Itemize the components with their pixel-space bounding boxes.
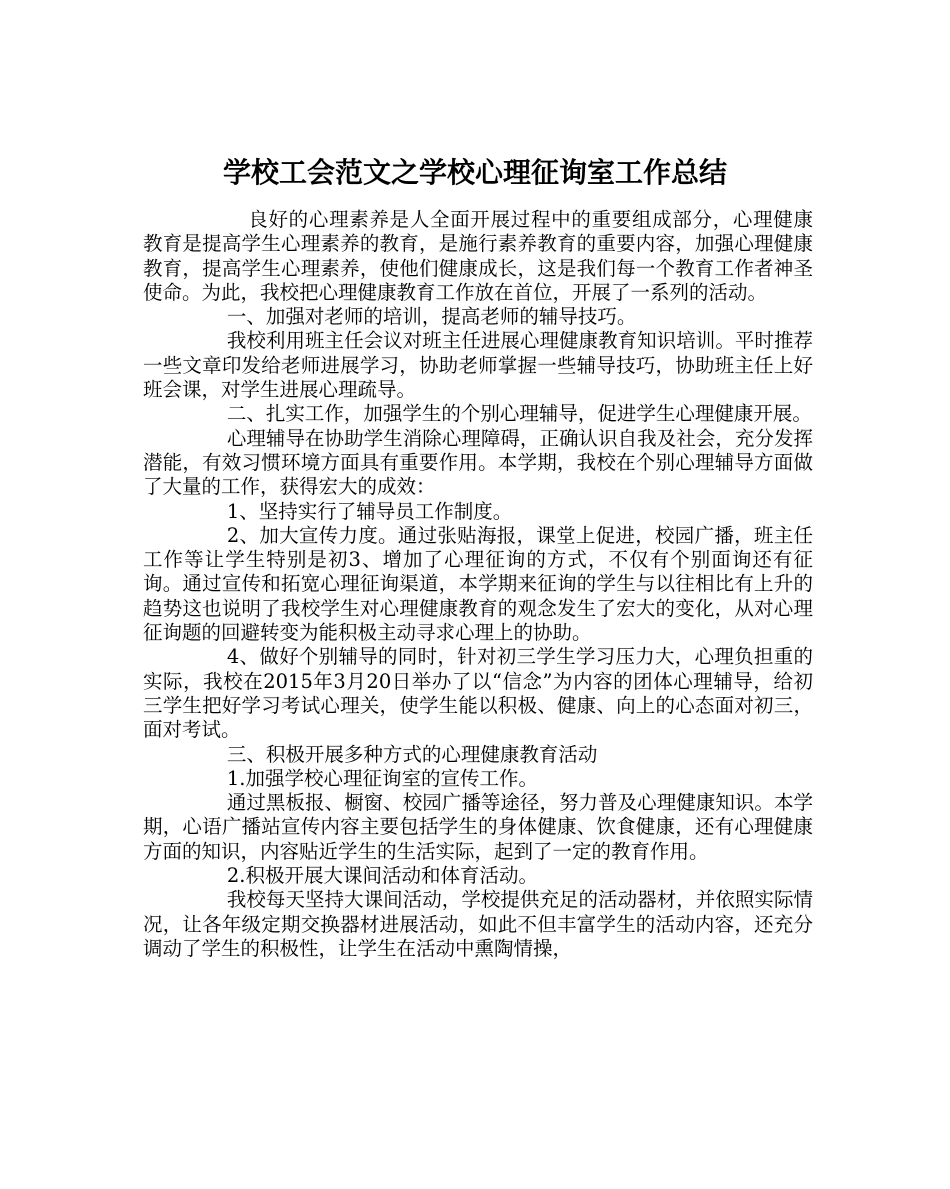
list-item: 2、加大宣传力度。通过张贴海报，课堂上促进，校园广播，班主任工作等让学生特别是初3、增加了心理征询的方式，不仅有个别面询还有征询。通过宣传和拓宽心理征询渠道，本学期来征询的学生与以往相比有上升的趋势这也说明了我校学生对心理健康教育的观念发生了宏大的变化，从对心理征询题的回避转变为能积极主动寻求心理上的协助。: [143, 523, 813, 645]
list-item: 1、坚持实行了辅导员工作制度。: [226, 499, 513, 523]
body-paragraph: 心理辅导在协助学生消除心理障碍，正确认识自我及社会，充分发挥潜能，有效习惯环境方面具有重要作用。本学期，我校在个别心理辅导方面做了大量的工作，获得宏大的成效：: [143, 426, 813, 499]
section-heading-2: 二、扎实工作，加强学生的个别心理辅导，促进学生心理健康开展。: [226, 402, 812, 426]
section-heading-3: 三、积极开展多种方式的心理健康教育活动: [226, 742, 598, 766]
body-paragraph: 我校每天坚持大课间活动，学校提供充足的活动器材，并依照实际情况，让各年级定期交换器材进展活动，如此不但丰富学生的活动内容，还充分调动了学生的积极性，让学生在活动中熏陶情操，: [143, 888, 813, 960]
list-item: 4、做好个别辅导的同时，针对初三学生学习压力大，心理负担重的实际，我校在2015年3月20日举办了以“信念”为内容的团体心理辅导，给初三学生把好学习考试心理关，使学生能以积极、健康、向上的心态面对初三，面对考试。: [143, 645, 813, 742]
document-body: [143, 208, 813, 961]
body-paragraph-intro: 良好的心理素养是人全面开展过程中的重要组成部分，心理健康教育是提高学生心理素养的教育，是施行素养教育的重要内容，加强心理健康教育，提高学生心理素养，使他们健康成长，这是我们每一个教育工作者神圣使命。为此，我校把心理健康教育工作放在首位，开展了一系列的活动。: [143, 208, 813, 304]
body-paragraph: 我校利用班主任会议对班主任进展心理健康教育知识培训。平时推荐一些文章印发给老师进展学习，协助老师掌握一些辅导技巧，协助班主任上好班会课，对学生进展心理疏导。: [143, 329, 813, 402]
subsection-heading-2: 2.积极开展大课间活动和体育活动。: [226, 864, 538, 888]
section-heading-1: 一、加强对老师的培训，提高老师的辅导技巧。: [226, 305, 637, 329]
subsection-heading-1: 1.加强学校心理征询室的宣传工作。: [226, 766, 538, 790]
body-paragraph: 通过黑板报、橱窗、校园广播等途径，努力普及心理健康知识。本学期，心语广播站宣传内容主要包括学生的身体健康、饮食健康，还有心理健康方面的知识，内容贴近学生的生活实际，起到了一定的教育作用。: [143, 791, 813, 863]
document-title: 学校工会范文之学校心理征询室工作总结: [222, 155, 727, 189]
